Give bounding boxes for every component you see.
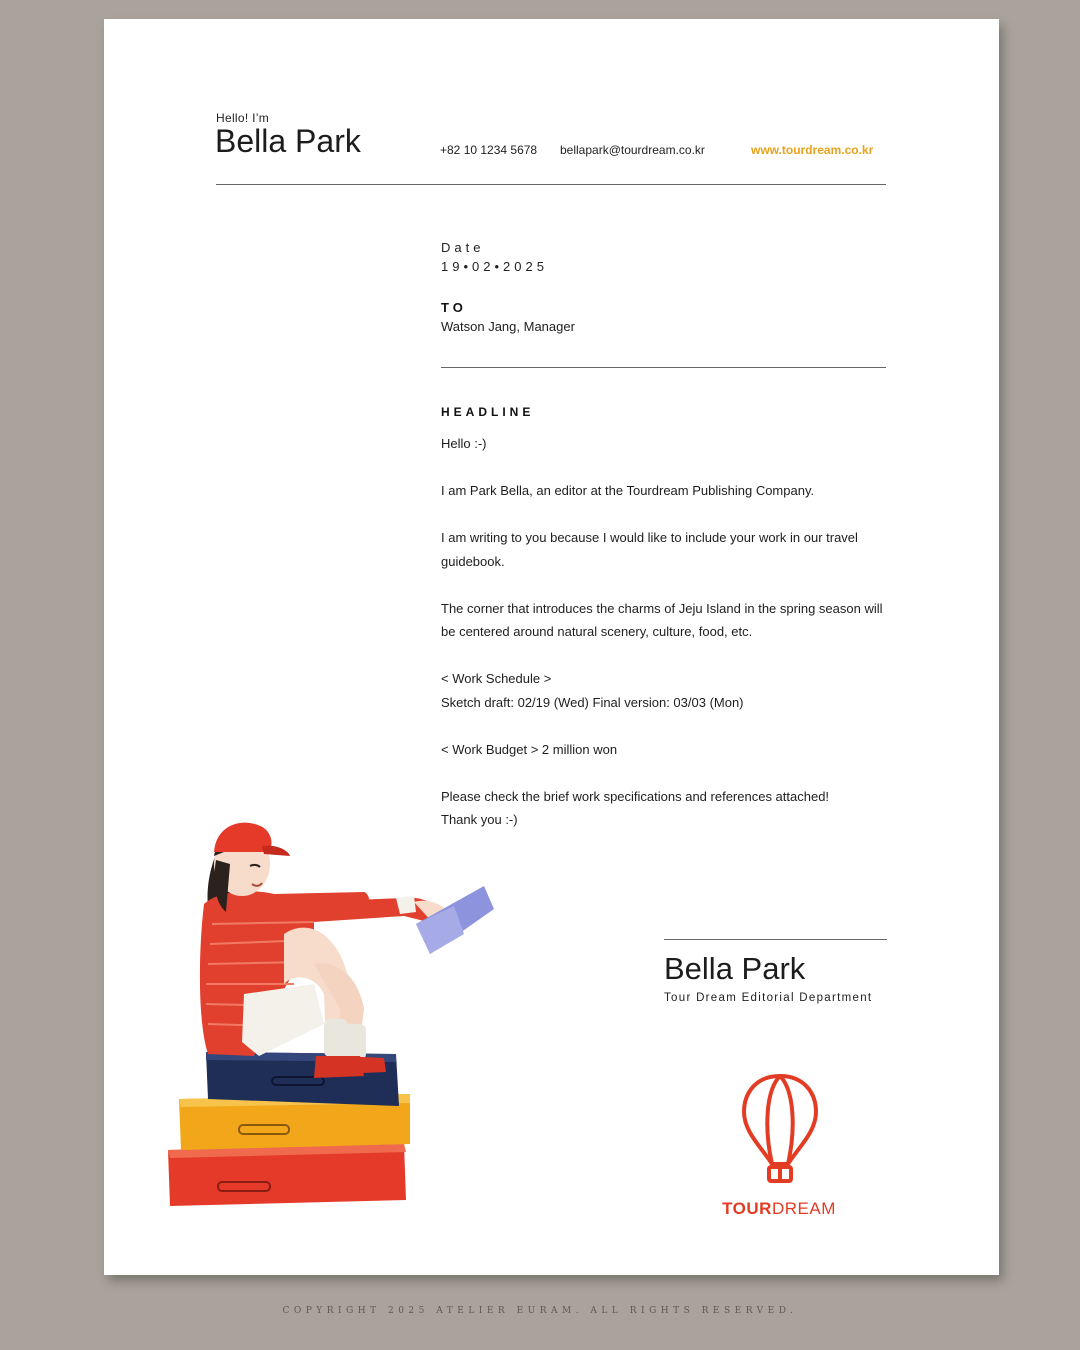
meta-divider xyxy=(441,367,886,368)
date-label: Date xyxy=(441,240,485,255)
to-label: TO xyxy=(441,300,467,315)
paragraph-closing: Please check the brief work specifications and references attached! Thank you :-) xyxy=(441,788,830,827)
paragraph-budget: < Work Budget > 2 million won xyxy=(441,741,618,757)
paragraph-purpose: I am writing to you because I would like to include your work in our travel guidebook. xyxy=(441,530,858,569)
phone-number: +82 10 1234 5678 xyxy=(440,143,538,157)
email-address: bellapark@tourdream.co.kr xyxy=(560,143,705,157)
website-link[interactable]: www.tourdream.co.kr xyxy=(751,143,874,157)
paragraph-greeting: Hello :-) xyxy=(441,436,487,451)
letter-sheet xyxy=(104,19,999,1275)
sender-name: Bella Park xyxy=(215,123,361,159)
signature-divider xyxy=(664,939,887,940)
hot-air-balloon-icon xyxy=(740,1072,820,1190)
copyright-footer: COPYRIGHT 2025 ATELIER EURAM. ALL RIGHTS RESERVED. xyxy=(282,1306,798,1316)
brand-word-tour: TOUR xyxy=(722,1199,772,1218)
signature-name: Bella Park xyxy=(664,951,806,986)
brand-word-dream: DREAM xyxy=(771,1199,836,1218)
tourdream-wordmark xyxy=(664,1199,894,1219)
recipient: Watson Jang, Manager xyxy=(441,319,575,334)
header-divider xyxy=(216,184,886,185)
date-value: 19•02•2025 xyxy=(441,259,548,274)
greeting-text: Hello! I’m xyxy=(216,111,270,125)
headline-label: HEADLINE xyxy=(441,405,535,419)
signature-department: Tour Dream Editorial Department xyxy=(664,992,873,1004)
girl-on-suitcases-illustration xyxy=(164,794,504,1214)
paragraph-intro: I am Park Bella, an editor at the Tourdream Publishing Company. xyxy=(441,483,815,498)
paragraph-schedule: < Work Schedule > Sketch draft: 02/19 (Wed) Final version: 03/03 (Mon) xyxy=(441,671,744,710)
letter-body xyxy=(441,432,891,855)
paragraph-theme: The corner that introduces the charms of Jeju Island in the spring season will be centered around natural scenery, culture, food, etc. xyxy=(441,600,883,639)
